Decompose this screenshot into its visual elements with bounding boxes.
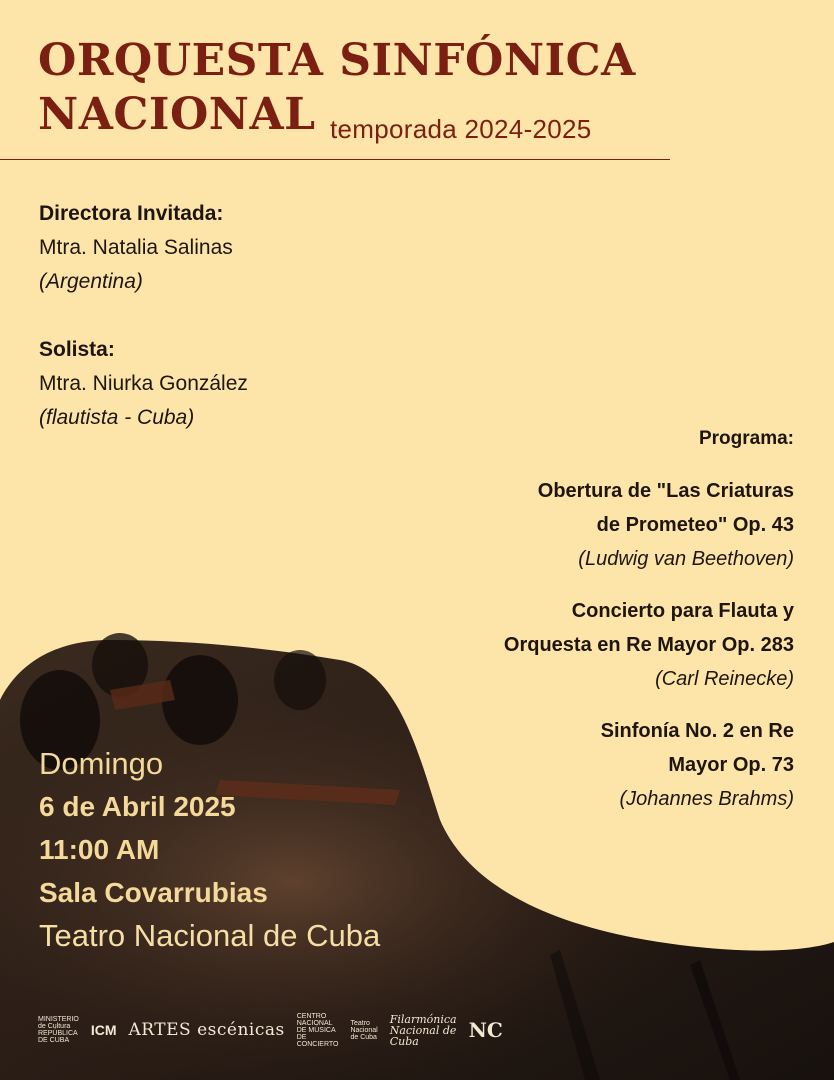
credits-block	[39, 197, 248, 435]
program-heading: Programa:	[698, 428, 794, 449]
director-role: Directora Invitada:	[39, 202, 224, 225]
event-date: 6 de Abril 2025	[39, 791, 236, 822]
program-work-3-line-2: Mayor Op. 73	[668, 754, 794, 776]
title-line-2: NACIONAL	[38, 89, 316, 140]
event-info	[39, 742, 380, 957]
program-work-2-composer: (Carl Reinecke)	[655, 668, 794, 690]
program-work-3-composer: (Johannes Brahms)	[619, 788, 794, 810]
filarmonica-logo: Filarmónica Nacional de Cuba	[389, 1012, 457, 1048]
program-work-1-line-1: Obertura de "Las Criaturas	[537, 480, 794, 502]
centro-musica-logo: CENTRO NACIONAL DE MÚSICA DE CONCIERTO	[296, 1012, 339, 1048]
program-work-1-composer: (Ludwig van Beethoven)	[578, 548, 794, 570]
program-work-3-line-1: Sinfonía No. 2 en Re	[600, 720, 794, 742]
sponsor-logos	[38, 1010, 503, 1050]
event-hall: Sala Covarrubias	[39, 877, 268, 908]
icm-logo: ICM	[90, 1022, 117, 1038]
soloist-origin: (flautista - Cuba)	[39, 406, 195, 429]
program-work-2-line-1: Concierto para Flauta y	[571, 600, 794, 622]
event-day: Domingo	[39, 746, 164, 781]
soloist-name: Mtra. Niurka González	[39, 372, 248, 395]
header-divider	[0, 159, 670, 160]
soloist-role: Solista:	[39, 338, 115, 361]
program-work-2-line-2: Orquesta en Re Mayor Op. 283	[503, 634, 794, 656]
artes-escenicas-logo: ARTES escénicas	[128, 1019, 285, 1040]
event-time: 11:00 AM	[39, 834, 160, 865]
event-venue: Teatro Nacional de Cuba	[39, 918, 381, 953]
program-work-1-line-2: de Prometeo" Op. 43	[596, 514, 794, 536]
season-label: temporada 2024-2025	[330, 114, 592, 144]
teatro-nacional-logo: Teatro Nacional de Cuba	[350, 1019, 378, 1041]
nc-logo: NC	[468, 1018, 503, 1042]
program-block	[374, 422, 794, 834]
director-origin: (Argentina)	[39, 270, 143, 293]
title-line-1: ORQUESTA SINFÓNICA	[38, 35, 636, 86]
ministerio-cultura-logo: MINISTERIO de Cultura REPÚBLICA DE CUBA	[38, 1016, 79, 1044]
director-name: Mtra. Natalia Salinas	[39, 236, 233, 259]
